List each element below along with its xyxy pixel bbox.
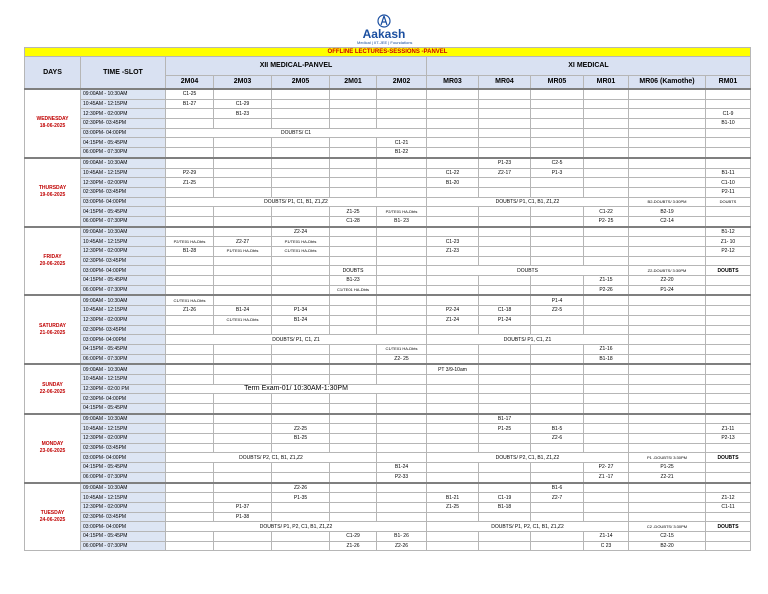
table-row — [25, 285, 751, 295]
day-cell — [25, 158, 81, 227]
session-cell: P2-26 — [584, 285, 629, 295]
session-cell: C1-21 — [377, 138, 427, 148]
table-row — [25, 197, 751, 207]
time-slot: 06:00PM - 07:30PM — [81, 541, 166, 551]
table-row — [25, 89, 751, 99]
table-row — [25, 148, 751, 158]
time-slot: 06:00PM - 07:30PM — [81, 216, 166, 226]
session-cell: C1-22 — [427, 168, 479, 178]
time-slot: 09:00AM - 10:30AM — [81, 227, 166, 237]
table-row — [25, 247, 751, 257]
table-row — [25, 493, 751, 503]
batch-header: 2M01 — [330, 76, 377, 90]
doubts-cell: DOUBTS/ P1, C1, B1, Z1,Z2 — [166, 197, 427, 207]
session-cell: Z1-12 — [706, 493, 751, 503]
session-cell: P1 -DOUBTS/ 3:30PM — [629, 453, 706, 463]
session-cell: Z2-24 — [272, 227, 330, 237]
session-cell: P2-24 — [427, 306, 479, 316]
time-slot: 12:30PM - 02:00PM — [81, 434, 166, 444]
session-cell: P1-4 — [531, 295, 584, 305]
session-cell: P1-24 — [479, 315, 531, 325]
session-cell: C1/TE01 HA-Dbts — [272, 247, 330, 257]
time-slot: 10:45AM - 12:15PM — [81, 493, 166, 503]
session-cell: Z1- 10 — [706, 237, 751, 247]
session-cell: Z2-26 — [377, 541, 427, 551]
session-cell: C1-29 — [330, 531, 377, 541]
session-cell: B1-18 — [584, 354, 629, 364]
session-cell: C1-25 — [166, 89, 214, 99]
session-cell: Z2-5 — [531, 306, 584, 316]
time-slot: 04:15PM - 05:45PM — [81, 344, 166, 354]
session-cell: C1-29 — [214, 99, 272, 109]
time-slot: 12:30PM - 02:00PM — [81, 247, 166, 257]
session-cell: B1-25 — [272, 434, 330, 444]
time-slot: 04:15PM - 05:45PM — [81, 463, 166, 473]
table-row — [25, 384, 751, 394]
session-cell: P1-23 — [479, 158, 531, 168]
doubts-cell: DOUBTS/ P1, P2, C1, B1, Z1,Z2 — [166, 522, 427, 532]
session-cell: Z1-26 — [330, 541, 377, 551]
doubts-cell: DOUBTS/ P1, C1, Z1 — [166, 335, 427, 345]
table-row — [25, 434, 751, 444]
session-cell: B1-12 — [706, 227, 751, 237]
batch-header: 2M02 — [377, 76, 427, 90]
session-cell: Z2- 25 — [377, 354, 427, 364]
table-row — [25, 502, 751, 512]
table-row — [25, 374, 751, 384]
session-cell: P2- 25 — [584, 216, 629, 226]
session-cell: P2-13 — [706, 434, 751, 444]
session-cell: P2/TE01 HA-Dbts — [377, 207, 427, 217]
session-cell: B1-21 — [427, 493, 479, 503]
table-row — [25, 335, 751, 345]
time-slot: 10:45AM - 12:15PM — [81, 237, 166, 247]
session-cell: B2-20 — [629, 541, 706, 551]
time-slot: 03:00PM- 04:00PM — [81, 522, 166, 532]
day-date: 23-06-2025 — [39, 448, 66, 455]
time-slot: 03:00PM- 04:00PM — [81, 266, 166, 276]
session-cell: P1/TE01 HA-Dbts — [272, 237, 330, 247]
session-cell: Z2-26 — [272, 483, 330, 493]
batch-header: 2M03 — [214, 76, 272, 90]
session-cell: C1-28 — [330, 216, 377, 226]
time-slot: 10:45AM - 12:15PM — [81, 374, 166, 384]
session-cell: B2-19 — [629, 207, 706, 217]
table-row — [25, 472, 751, 482]
session-cell: Z1-25 — [166, 178, 214, 188]
time-slot: 09:00AM - 10:30AM — [81, 414, 166, 424]
time-slot: 04:15PM - 05:45PM — [81, 207, 166, 217]
time-slot: 10:45AM - 12:15PM — [81, 424, 166, 434]
session-cell: Z1-25 — [427, 502, 479, 512]
session-cell: C1/TE01 HA-Dbts — [377, 344, 427, 354]
table-row — [25, 128, 751, 138]
session-cell: Z1-15 — [584, 276, 629, 286]
table-row — [25, 216, 751, 226]
session-cell: P1-25 — [629, 463, 706, 473]
day-name: SUNDAY — [42, 381, 63, 388]
batch-header: MR05 — [531, 76, 584, 90]
batch-header: MR03 — [427, 76, 479, 90]
day-cell — [25, 295, 81, 364]
day-name: FRIDAY — [43, 254, 62, 261]
doubts-cell: DOUBTS/ P1, C1, Z1 — [427, 335, 629, 345]
aakash-logo — [357, 14, 411, 48]
session-cell: B1-27 — [166, 99, 214, 109]
day-name: MONDAY — [41, 441, 64, 448]
table-row — [25, 237, 751, 247]
session-cell: C1/TE01 HA-Dbts — [214, 315, 272, 325]
session-cell: P1-3 — [531, 168, 584, 178]
session-cell: P2-29 — [166, 168, 214, 178]
table-row — [25, 207, 751, 217]
day-date: 19-06-2025 — [39, 192, 66, 199]
time-slot: 02:30PM- 03:45PM — [81, 256, 166, 266]
doubts-cell: DOUBTS/ P1, C1, B1, Z1,Z2 — [427, 197, 629, 207]
batch-header: MR06 (Kamothe) — [629, 76, 706, 90]
title-row — [25, 48, 751, 57]
doubts-cell: DOUBTS/ P2, C1, B1, Z1,Z2 — [427, 453, 629, 463]
day-cell — [25, 227, 81, 296]
session-cell: C1-18 — [479, 306, 531, 316]
table-row — [25, 364, 751, 374]
time-slot: 09:00AM - 10:30AM — [81, 89, 166, 99]
session-cell: B1-20 — [427, 178, 479, 188]
table-row — [25, 512, 751, 522]
session-cell: C1/TE01 HA-Dbts — [166, 295, 214, 305]
time-slot: 02:30PM- 03:45PM — [81, 512, 166, 522]
time-slot: 12:30PM - 02:00PM — [81, 109, 166, 119]
session-cell: Z1-16 — [584, 344, 629, 354]
table-row — [25, 158, 751, 168]
time-slot: 04:15PM - 05:45PM — [81, 138, 166, 148]
table-row — [25, 306, 751, 316]
days-header: DAYS — [25, 57, 81, 90]
table-row — [25, 109, 751, 119]
day-cell — [25, 89, 81, 158]
doubts-cell: DOUBTS — [330, 266, 377, 276]
table-row — [25, 256, 751, 266]
doubts-cell: DOUBTS/ P1, P2, C1, B1, Z1,Z2 — [427, 522, 629, 532]
session-cell: DOUBTS — [706, 197, 751, 207]
group-header-row — [25, 57, 751, 76]
sheet-title: OFFLINE LECTURES-SESSIONS -PANVEL — [25, 48, 751, 57]
session-cell: C1-9 — [706, 109, 751, 119]
session-cell: P1-35 — [272, 493, 330, 503]
table-row — [25, 404, 751, 414]
table-row — [25, 227, 751, 237]
table-row — [25, 453, 751, 463]
table-row — [25, 541, 751, 551]
table-row — [25, 138, 751, 148]
session-cell: C2 -DOUBTS/ 3:30PM — [629, 522, 706, 532]
session-cell: C1-19 — [479, 493, 531, 503]
time-slot: 09:00AM - 10:30AM — [81, 158, 166, 168]
doubts-cell: DOUBTS — [427, 266, 629, 276]
doubts-cell: DOUBTS — [706, 453, 751, 463]
table-row — [25, 315, 751, 325]
session-cell: P1-25 — [479, 424, 531, 434]
day-name: THURSDAY — [38, 185, 67, 192]
time-slot: 03:00PM- 04:00PM — [81, 453, 166, 463]
time-slot: 06:00PM - 07:30PM — [81, 472, 166, 482]
time-slot: 03:00PM- 04:00PM — [81, 335, 166, 345]
batch-header: 2M05 — [272, 76, 330, 90]
batch-header: RM01 — [706, 76, 751, 90]
table-row — [25, 522, 751, 532]
session-cell: Z1-25 — [330, 207, 377, 217]
session-cell: Z2-DOUBTS/ 3:30PM — [629, 266, 706, 276]
session-cell: B1-5 — [531, 424, 584, 434]
session-cell: Z2-25 — [272, 424, 330, 434]
time-slot: 09:00AM - 10:30AM — [81, 483, 166, 493]
session-cell: Z1-26 — [166, 306, 214, 316]
session-cell: B1-24 — [272, 315, 330, 325]
session-cell: B1-10 — [706, 119, 751, 129]
table-row — [25, 424, 751, 434]
time-slot: 02:30PM- 03:45PM — [81, 443, 166, 453]
session-cell: P1/TE01 HA-Dbts — [214, 247, 272, 257]
session-cell: C2-14 — [629, 216, 706, 226]
table-row — [25, 463, 751, 473]
session-cell: Z2-6 — [531, 434, 584, 444]
time-slot: 04:15PM - 05:45PM — [81, 531, 166, 541]
session-cell: B1-22 — [377, 148, 427, 158]
time-slot: 04:15PM - 05:45PM — [81, 404, 166, 414]
day-cell — [25, 483, 81, 551]
time-slot: 06:00PM - 07:30PM — [81, 354, 166, 364]
batch-header: MR04 — [479, 76, 531, 90]
session-cell: Z2-20 — [629, 276, 706, 286]
session-cell: Z1-11 — [706, 424, 751, 434]
session-cell: P2- 27 — [584, 463, 629, 473]
table-row — [25, 119, 751, 129]
table-row — [25, 325, 751, 335]
session-cell: Z2-17 — [479, 168, 531, 178]
time-slot: 10:45AM - 12:15PM — [81, 306, 166, 316]
session-cell: B1- 26 — [377, 531, 427, 541]
session-cell: B1-6 — [531, 483, 584, 493]
session-cell: B1-24 — [214, 306, 272, 316]
session-cell: P1-37 — [214, 502, 272, 512]
table-row — [25, 276, 751, 286]
session-cell: B1-28 — [166, 247, 214, 257]
table-row — [25, 187, 751, 197]
batch-header: MR01 — [584, 76, 629, 90]
session-cell: P2-11 — [706, 187, 751, 197]
table-row — [25, 178, 751, 188]
table-row — [25, 168, 751, 178]
day-cell — [25, 414, 81, 483]
time-slot: 06:00PM - 07:30PM — [81, 285, 166, 295]
session-cell: B1- 23 — [377, 216, 427, 226]
time-slot: 09:00AM - 10:30AM — [81, 295, 166, 305]
session-cell: Z2-27 — [214, 237, 272, 247]
session-cell: B1-24 — [377, 463, 427, 473]
session-cell: P2-12 — [706, 247, 751, 257]
xii-medical-header: XII MEDICAL-PANVEL — [166, 57, 427, 76]
session-cell: C1-11 — [706, 502, 751, 512]
session-cell: P2-33 — [377, 472, 427, 482]
session-cell: P1-24 — [629, 285, 706, 295]
time-slot: 02:30PM- 03:45PM — [81, 325, 166, 335]
table-row — [25, 443, 751, 453]
session-cell: C1-23 — [427, 237, 479, 247]
time-slot: 02:30PM- 03:45PM — [81, 187, 166, 197]
doubts-cell: DOUBTS — [706, 266, 751, 276]
schedule-table — [24, 47, 751, 551]
day-date: 18-06-2025 — [39, 123, 66, 130]
time-slot: 10:45AM - 12:15PM — [81, 99, 166, 109]
table-row — [25, 295, 751, 305]
time-slot: 12:30PM - 02:00 PM — [81, 384, 166, 394]
time-slot: 02:30PM- 03:45PM — [81, 119, 166, 129]
table-row — [25, 344, 751, 354]
time-slot: 10:45AM - 12:15PM — [81, 168, 166, 178]
session-cell: Z2-7 — [531, 493, 584, 503]
doubts-cell: DOUBTS — [706, 522, 751, 532]
day-cell — [25, 364, 81, 413]
time-slot: 06:00PM - 07:30PM — [81, 148, 166, 158]
time-slot: 03:00PM- 04:00PM — [81, 197, 166, 207]
table-row — [25, 99, 751, 109]
session-cell: C1-22 — [584, 207, 629, 217]
session-cell: Z1 -17 — [584, 472, 629, 482]
term-exam-cell: Term Exam-01/ 10:30AM-1:30PM — [166, 384, 427, 394]
batch-header: 2M04 — [166, 76, 214, 90]
session-cell: P1-38 — [214, 512, 272, 522]
time-slot: 12:30PM - 02:00PM — [81, 178, 166, 188]
table-row — [25, 531, 751, 541]
day-name: WEDNESDAY — [36, 116, 69, 123]
session-cell: C2-5 — [531, 158, 584, 168]
day-name: SATURDAY — [39, 322, 66, 329]
time-slot: 09:00AM - 10:30AM — [81, 364, 166, 374]
session-cell: B1-11 — [706, 168, 751, 178]
session-cell: Z1-24 — [427, 315, 479, 325]
time-slot: 12:30PM - 02:00PM — [81, 502, 166, 512]
table-row — [25, 414, 751, 424]
day-date: 20-06-2025 — [39, 261, 66, 268]
session-cell: Z2-21 — [629, 472, 706, 482]
doubts-cell: DOUBTS/ P2, C1, B1, Z1,Z2 — [166, 453, 377, 463]
table-row — [25, 394, 751, 404]
table-row — [25, 266, 751, 276]
session-cell: C1/TE01 HA-Dbts — [330, 285, 377, 295]
xi-medical-header: XI MEDICAL — [427, 57, 751, 76]
logo-brand: Aakash — [362, 27, 406, 41]
session-cell: C2-15 — [629, 531, 706, 541]
day-date: 21-06-2025 — [39, 329, 66, 336]
day-name: TUESDAY — [40, 509, 65, 516]
time-slot: 12:30PM - 02:00PM — [81, 315, 166, 325]
aakash-emblem-icon — [377, 14, 391, 28]
time-slot: 03:00PM- 04:00PM — [81, 128, 166, 138]
table-row — [25, 483, 751, 493]
session-cell: B1-18 — [479, 502, 531, 512]
doubts-cell: DOUBTS/ C1 — [166, 128, 427, 138]
session-cell: B1-23 — [214, 109, 272, 119]
session-cell: C 23 — [584, 541, 629, 551]
session-cell: P2/TE01 HA-Dbts — [166, 237, 214, 247]
session-cell: Z1-23 — [427, 247, 479, 257]
logo-tagline: Medical | IIT-JEE | Foundations — [357, 40, 413, 45]
session-cell: B2-DOUBTS/ 3:30PM — [629, 197, 706, 207]
day-date: 22-06-2025 — [39, 388, 66, 395]
session-cell: PT 3/9-10am — [427, 364, 479, 374]
session-cell: Z1-14 — [584, 531, 629, 541]
day-date: 24-06-2025 — [39, 516, 66, 523]
session-cell: B1-23 — [330, 276, 377, 286]
table-row — [25, 354, 751, 364]
session-cell: C1-10 — [706, 178, 751, 188]
session-cell: B1-17 — [479, 414, 531, 424]
time-slot: 02:30PM- 04:00PM — [81, 394, 166, 404]
time-slot: 04:15PM - 05:45PM — [81, 276, 166, 286]
session-cell: P1-34 — [272, 306, 330, 316]
time-slot-header: TIME -SLOT — [81, 57, 166, 90]
